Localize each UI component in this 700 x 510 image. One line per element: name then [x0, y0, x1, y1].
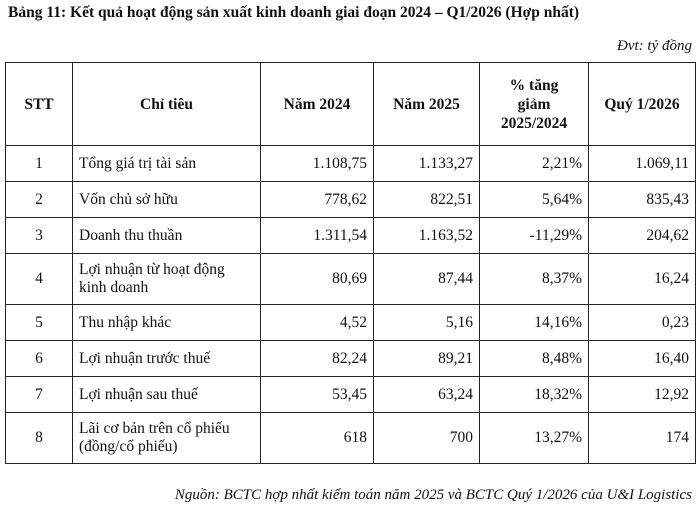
row-year-2024: 80,69 — [261, 254, 374, 305]
unit-note: Đvt: tỷ đồng — [617, 38, 692, 54]
table-row — [6, 146, 696, 182]
row-q1-2026: 204,62 — [589, 218, 696, 254]
row-change: 5,64% — [480, 182, 589, 218]
financial-results-table — [5, 62, 696, 464]
row-indicator: Tổng giá trị tài sản — [73, 146, 261, 182]
table-title: Bảng 11: Kết quả hoạt động sản xuất kinh doanh giai đoạn 2024 – Q1/2026 (Hợp nhất) — [8, 4, 580, 21]
row-year-2024: 53,45 — [261, 377, 374, 413]
row-year-2024: 1.311,54 — [261, 218, 374, 254]
table-row — [6, 218, 696, 254]
header-indicator: Chỉ tiêu — [73, 63, 261, 146]
row-q1-2026: 16,24 — [589, 254, 696, 305]
row-year-2024: 618 — [261, 413, 374, 464]
table-row — [6, 254, 696, 305]
row-q1-2026: 174 — [589, 413, 696, 464]
row-year-2024: 1.108,75 — [261, 146, 374, 182]
row-year-2025: 5,16 — [374, 305, 480, 341]
header-change — [480, 63, 589, 146]
header-year-2025: Năm 2025 — [374, 63, 480, 146]
source-note: Nguồn: BCTC hợp nhất kiểm toán năm 2025 và BCTC Quý 1/2026 của U&I Logistics — [174, 487, 692, 503]
table-row — [6, 413, 696, 464]
row-stt: 7 — [6, 377, 73, 413]
row-year-2024: 82,24 — [261, 341, 374, 377]
row-change: 13,27% — [480, 413, 589, 464]
row-indicator: Lợi nhuận sau thuế — [73, 377, 261, 413]
header-year-2024: Năm 2024 — [261, 63, 374, 146]
row-year-2025: 1.133,27 — [374, 146, 480, 182]
row-change: -11,29% — [480, 218, 589, 254]
header-stt: STT — [6, 63, 73, 146]
row-stt: 5 — [6, 305, 73, 341]
row-stt: 2 — [6, 182, 73, 218]
row-indicator: Lợi nhuận trước thuế — [73, 341, 261, 377]
row-indicator: Lãi cơ bản trên cổ phiếu (đồng/cổ phiếu) — [73, 413, 261, 464]
header-change-line2: giảm — [517, 95, 551, 113]
row-change: 8,37% — [480, 254, 589, 305]
row-year-2025: 63,24 — [374, 377, 480, 413]
header-change-line3: 2025/2024 — [500, 114, 568, 132]
row-change: 14,16% — [480, 305, 589, 341]
row-stt: 4 — [6, 254, 73, 305]
row-year-2025: 822,51 — [374, 182, 480, 218]
row-q1-2026: 12,92 — [589, 377, 696, 413]
table-header-row — [6, 63, 696, 146]
table-row — [6, 182, 696, 218]
row-indicator: Doanh thu thuần — [73, 218, 261, 254]
row-change: 8,48% — [480, 341, 589, 377]
row-year-2025: 700 — [374, 413, 480, 464]
row-q1-2026: 0,23 — [589, 305, 696, 341]
row-q1-2026: 835,43 — [589, 182, 696, 218]
row-indicator: Thu nhập khác — [73, 305, 261, 341]
table-row — [6, 341, 696, 377]
row-year-2024: 778,62 — [261, 182, 374, 218]
table-row — [6, 305, 696, 341]
row-year-2025: 1.163,52 — [374, 218, 480, 254]
header-change-line1: % tăng — [509, 76, 559, 94]
row-year-2025: 87,44 — [374, 254, 480, 305]
row-stt: 1 — [6, 146, 73, 182]
row-q1-2026: 1.069,11 — [589, 146, 696, 182]
table-row — [6, 377, 696, 413]
row-change: 2,21% — [480, 146, 589, 182]
row-indicator: Lợi nhuận từ hoạt động kinh doanh — [73, 254, 261, 305]
row-year-2024: 4,52 — [261, 305, 374, 341]
row-q1-2026: 16,40 — [589, 341, 696, 377]
row-stt: 8 — [6, 413, 73, 464]
header-q1-2026: Quý 1/2026 — [589, 63, 696, 146]
row-indicator: Vốn chủ sở hữu — [73, 182, 261, 218]
row-stt: 3 — [6, 218, 73, 254]
row-stt: 6 — [6, 341, 73, 377]
row-change: 18,32% — [480, 377, 589, 413]
row-year-2025: 89,21 — [374, 341, 480, 377]
